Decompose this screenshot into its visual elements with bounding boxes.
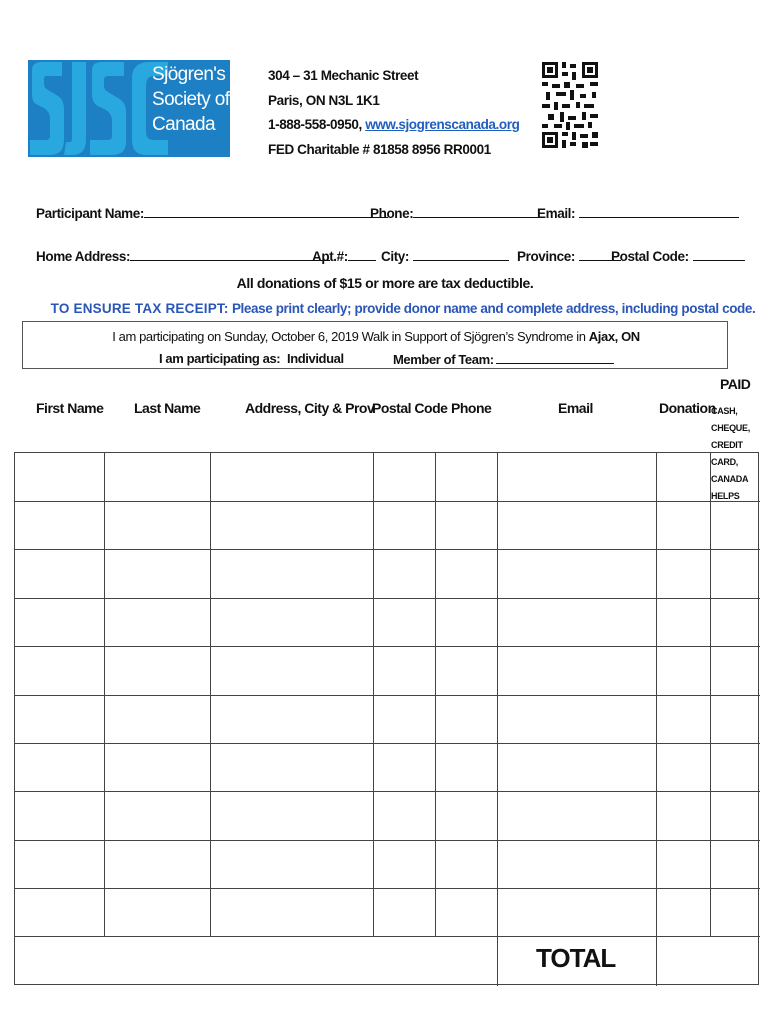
participant-email-label: Email: [537, 206, 576, 221]
logo-name-line-2: Society of [152, 89, 230, 110]
logo-org-name [152, 60, 230, 159]
col-donation: Donation [659, 400, 716, 416]
qr-code-icon[interactable] [542, 62, 598, 148]
tax-receipt-text: Please print clearly; provide donor name and complete address, including postal code. [231, 301, 756, 316]
individual-option[interactable]: Individual [287, 351, 344, 366]
participant-phone-field[interactable] [370, 205, 543, 221]
col-first-name: First Name [36, 400, 104, 416]
participant-name-field[interactable] [36, 205, 388, 221]
postal-code-label: Postal Code: [611, 249, 689, 264]
paid-method-2: CREDIT CARD, [711, 440, 743, 467]
address-phone: 1-888-558-0950, [268, 117, 362, 132]
col-last-name: Last Name [134, 400, 201, 416]
address-street: 304 – 31 Mechanic Street [268, 68, 419, 83]
col-postal-code: Postal Code [372, 400, 448, 416]
participant-name-label: Participant Name: [36, 206, 144, 221]
address-city: Paris, ON N3L 1K1 [268, 92, 380, 108]
province-label: Province: [517, 249, 575, 264]
walk-text: I am participating on Sunday, October 6, 2019 Walk in Support of Sjögren’s Syndrome in [112, 329, 586, 344]
tax-receipt-note [0, 301, 770, 316]
tax-deductible-note: All donations of $15 or more are tax deductible. [236, 275, 534, 291]
charitable-number: FED Charitable # 81858 8956 RR0001 [268, 141, 491, 157]
team-member-field[interactable] [393, 351, 614, 367]
logo-name-line-3: Canada [152, 114, 215, 135]
website-link[interactable]: www.sjogrenscanada.org [365, 117, 520, 132]
apt-field[interactable] [312, 248, 376, 264]
logo-name-line-1: Sjögren's [152, 64, 226, 85]
org-address-block [268, 64, 519, 162]
city-label: City: [381, 249, 409, 264]
col-phone: Phone [451, 400, 492, 416]
province-field[interactable] [517, 248, 621, 264]
city-field[interactable] [381, 248, 509, 264]
participation-box [22, 321, 728, 369]
col-address: Address, City & Prov [245, 400, 375, 416]
donation-table [14, 452, 759, 985]
paid-method-3: CANADA HELPS [711, 474, 748, 501]
address-contact [268, 113, 519, 138]
walk-location: Ajax, ON [588, 329, 640, 344]
team-label: Member of Team: [393, 352, 494, 367]
participating-as-label: I am participating as: [159, 351, 281, 366]
home-address-label: Home Address: [36, 249, 131, 264]
col-paid: PAID [720, 376, 751, 392]
col-email: Email [558, 400, 593, 416]
apt-label: Apt.#: [312, 249, 348, 264]
paid-method-1: CASH, CHEQUE, [711, 406, 750, 433]
home-address-field[interactable] [36, 248, 330, 264]
postal-code-field[interactable] [611, 248, 745, 264]
total-label: TOTAL [536, 943, 616, 973]
participant-phone-label: Phone: [370, 206, 414, 221]
participant-email-field[interactable] [537, 205, 739, 221]
walk-statement [23, 329, 729, 344]
tax-receipt-lead: TO ENSURE TAX RECEIPT: [50, 301, 229, 316]
